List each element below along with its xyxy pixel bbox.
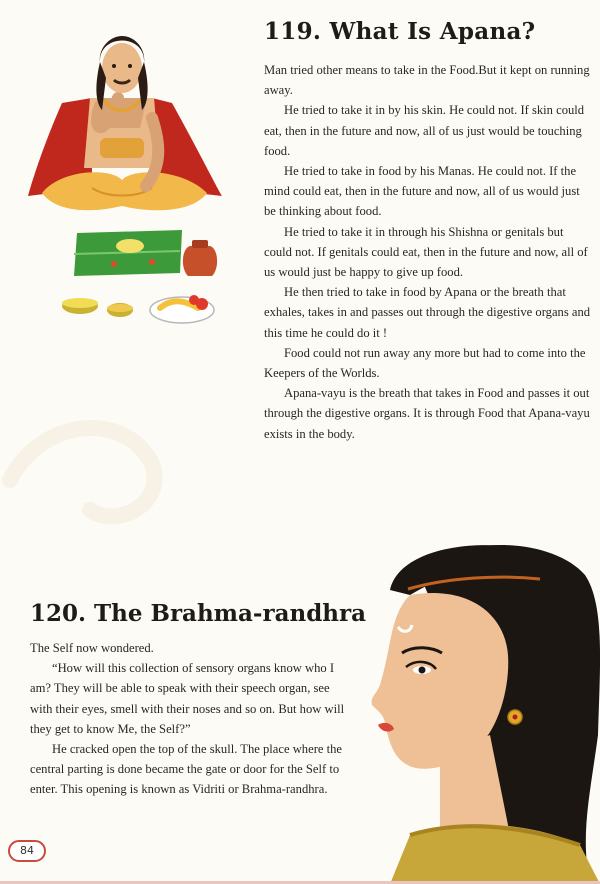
section-body-brahma-randhra: [30, 638, 348, 800]
section-title-apana: 119. What Is Apana?: [264, 18, 536, 45]
paragraph: Food could not run away any more but had to come into the Keepers of the Worlds.: [264, 345, 586, 381]
section-title-brahma-randhra: 120. The Brahma-randhra: [30, 600, 367, 627]
paragraph: He tried to take in food by his Manas. He could not. If the mind could eat, then in the future and now, all of us would just be thinking about food.: [264, 164, 580, 219]
paragraph: He then tried to take in food by Apana or the breath that exhales, takes in and passes out through the digestive organs and this time he could do it !: [264, 285, 591, 340]
section-body-apana: [264, 60, 594, 444]
paragraph: “How will this collection of sensory organs know who I am? They will be able to speak with their speech organ, see with their eyes, smell with their noses and so on. But how will they get to know Me, the Self?”: [30, 661, 345, 736]
paragraph: He cracked open the top of the skull. The place where the central parting is done became the gate or door for the Self to enter. This opening is known as Vidriti or Brahma-randhra.: [30, 742, 343, 797]
paragraph: He tried to take it in by his skin. He could not. If skin could eat, then in the future and now, all of us just would be touching food.: [264, 103, 585, 158]
woman-profile-illustration: [350, 535, 600, 884]
background-swirl: [0, 360, 200, 560]
paragraph: He tried to take it in through his Shishna or genitals but could not. If genitals could eat, then in the future and now, all of us would just be happy to give up food.: [264, 224, 588, 280]
paragraph: Man tried other means to take in the Food.But it kept on running away.: [264, 63, 590, 98]
man-eating-illustration: [22, 18, 247, 328]
paragraph: Apana-vayu is the breath that takes in Food and passes it out through the digestive organs. It is through Food that Apana-vayu exists in the body.: [264, 386, 590, 441]
paragraph: The Self now wondered.: [30, 641, 154, 655]
page-number: 84: [8, 840, 46, 862]
